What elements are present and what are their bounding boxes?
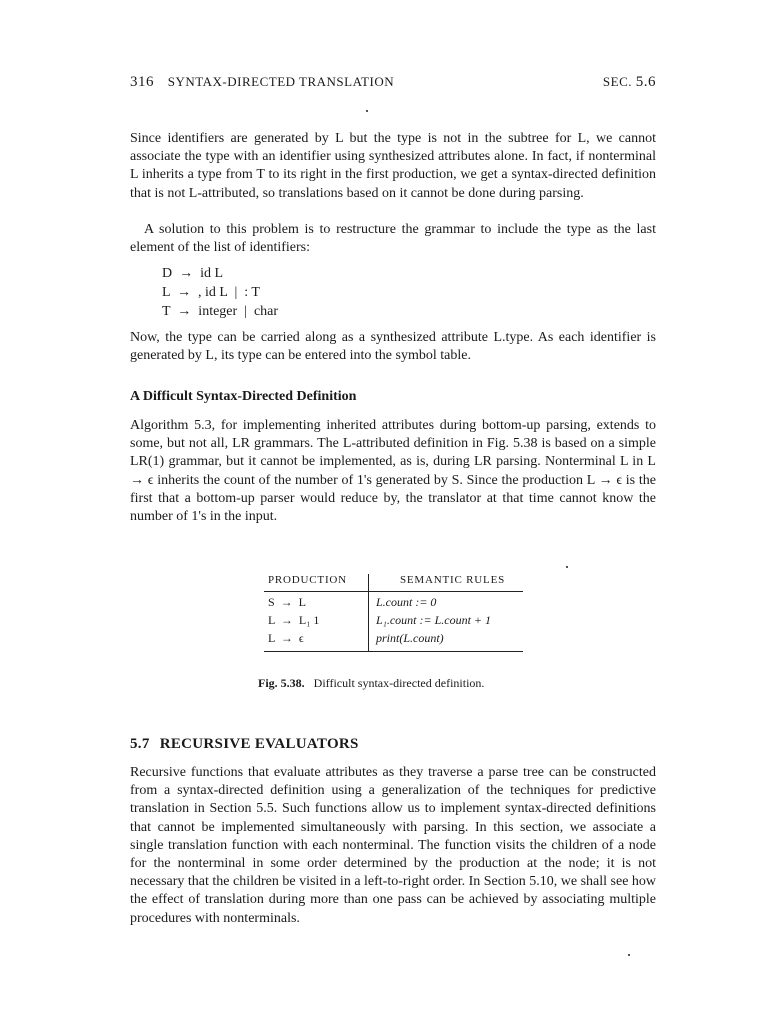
paragraph-text: A solution to this problem is to restructure the grammar to include the type as the last element of the list of identifiers:	[130, 222, 656, 256]
section-heading	[130, 736, 359, 753]
paragraph-text: Algorithm 5.3, for implementing inherited attributes during bottom-up parsing, extends to some, but not all, LR grammars. The L-attributed definition in Fig. 5.38 is based on a simple LR(1) grammar, but it cannot be implemented, as is, during LR parsing. Nonterminal L in L → ϵ inherits the count of the number of 1's generated by S. Since the production L → ϵ is the first that a bottom-up parser would reduce by, the translator at that time cannot know the number of 1's in the input.	[130, 418, 656, 525]
section-heading-number: 5.7	[130, 736, 150, 752]
paragraph-text: Since identifiers are generated by L but the type is not in the subtree for L, we cannot associate the type with an identifier using synthesized attributes alone. In fact, if nonterminal L inherits a type from T to its right in the first production, we get a syntax-directed definition that is not L-attributed, so translations based on it cannot be done during parsing.	[130, 131, 656, 201]
table-header-production: PRODUCTION	[268, 574, 347, 586]
section-number: 5.6	[635, 74, 656, 90]
running-title: SYNTAX-DIRECTED TRANSLATION	[167, 74, 395, 89]
table-rule	[264, 651, 523, 652]
paragraph-4	[130, 417, 656, 526]
section-label: SEC.	[602, 74, 632, 89]
section-marker	[603, 74, 656, 91]
table-divider	[368, 574, 369, 652]
paragraph-5	[130, 764, 656, 928]
figure-caption-text: Difficult syntax-directed definition.	[313, 676, 485, 690]
grammar-line: L → , id L | : T	[162, 285, 260, 300]
paragraph-3	[130, 329, 656, 365]
paragraph-1	[130, 130, 656, 203]
table-header-rules: SEMANTIC RULES	[400, 574, 506, 586]
speck	[366, 110, 368, 112]
table-cell-production: S → L	[268, 595, 307, 609]
subsection-title: A Difficult Syntax-Directed Definition	[130, 389, 357, 404]
running-header	[130, 74, 656, 91]
section-heading-title: RECURSIVE EVALUATORS	[159, 736, 359, 752]
speck	[628, 954, 630, 956]
grammar-line: T → integer | char	[162, 304, 279, 319]
grammar-line: D → id L	[162, 266, 224, 281]
paragraph-text: Recursive functions that evaluate attributes as they traverse a parse tree can be constructed from a syntax-directed definition using a generalization of the techniques for predictive translation in Section 5.5. Such functions allow us to implement syntax-directed definitions that cannot be implemented simultaneously with parsing. In this section, we associate a single translation function with each nonterminal. The function visits the children of a node for the nonterminal in some order determined by the production at the node; it is not necessary that the children be visited in a left-to-right order. In Section 5.10, we shall see how the effect of translation during more than one pass can be achieved by associating multiple procedures with nonterminals.	[130, 765, 657, 926]
table-cell-rule: L.count := 0	[376, 595, 437, 609]
figure-caption	[258, 676, 484, 691]
paragraph-text: Now, the type can be carried along as a synthesized attribute L.type. As each identifier is generated by L, its type can be entered into the symbol table.	[130, 330, 656, 364]
page-number: 316	[130, 74, 154, 90]
figure-label: Fig. 5.38.	[258, 676, 305, 690]
table-rule	[264, 591, 523, 592]
table-cell-rule: L₁.count := L.count + 1	[376, 613, 492, 627]
paragraph-2	[130, 221, 656, 257]
definition-table	[264, 574, 523, 652]
table-cell-production: L → ϵ	[268, 631, 304, 645]
speck	[566, 566, 568, 568]
grammar-productions	[162, 264, 278, 321]
table-cell-rule: print(L.count)	[376, 631, 444, 645]
table-cell-production: L → L₁ 1	[268, 613, 320, 627]
